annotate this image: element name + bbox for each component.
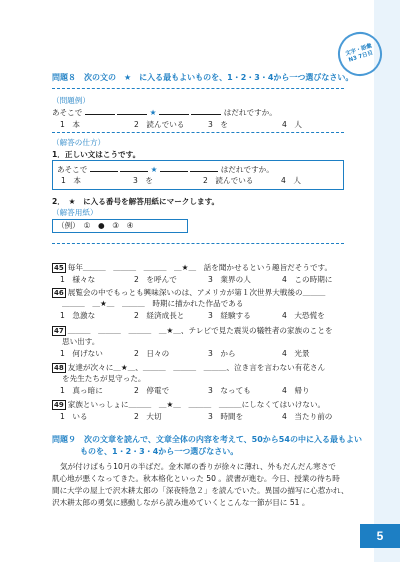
answer-sheet-example: （例） ① ● ③ ④ (52, 219, 188, 233)
q8-title: 問題８ 次の文の ★ に入る最もよいものを、1・2・3・4から一つ選びなさい。 (52, 73, 354, 82)
step-1: 1．正しい文はこうです。 (52, 150, 141, 159)
option: 1 いる (60, 412, 88, 421)
example-sentence: あそこで ★ はだれですか。 (52, 108, 277, 117)
stamp-text: 文字・語彙 N3 7日目 (344, 43, 374, 64)
option: 1 真っ暗に (60, 386, 103, 395)
passage-line: 気が付けばもう10月の半ばだ。金木犀の香りが徐々に薄れ、外もだんだん寒さで (60, 462, 336, 471)
example-option: 1 本 (60, 120, 81, 129)
q9-title-line2: ものを、1・2・3・4から一つ選びなさい。 (80, 447, 239, 456)
answer-option: 1 本 (61, 176, 82, 185)
question-47-line2: 思い出す。 (62, 337, 100, 346)
option: 4 帰り (282, 386, 310, 395)
option: 4 この時期に (282, 275, 333, 284)
star-mark: ★ (149, 108, 157, 117)
step-2: 2． ★ に入る番号を解答用紙にマークします。 (52, 197, 220, 206)
question-46: 46 展覧会の中でもっとも興味深いのは、アメリカが第１次世界大戦後の＿＿＿ (54, 288, 326, 297)
sheet-label: （解答用紙） (52, 208, 98, 217)
option: 3 経験する (208, 311, 251, 320)
q9-title-line1: 問題９ 次の文章を読んで、文章全体の内容を考えて、50から54の中に入る最もよい (52, 435, 362, 444)
howto-label: （解答の仕方） (52, 138, 106, 147)
question-46-line2: ＿＿＿ ＿★＿ ＿＿＿ 時期に描かれた作品である (62, 299, 244, 308)
passage-line: 肌心地が悪くなってきた。秋本格化といった 50 。読書が進む。今日、授業の待ち時 (52, 474, 340, 483)
option: 4 大恐慌を (282, 311, 325, 320)
question-48: 48 友達が次々に＿★＿、＿＿＿ ＿＿＿ ＿＿＿、泣き言を言わない有花さん (54, 363, 326, 372)
page-number: 5 (360, 524, 400, 548)
divider (52, 132, 344, 133)
answer-option: 2 読んでいる (203, 176, 254, 185)
question-45: 45 毎年＿＿＿ ＿＿＿ ＿＿＿ ＿★＿ 話を聞かせるという趣旨だそうです。 (54, 263, 333, 272)
example-label: （問題例） (52, 96, 90, 105)
option: 2 を呼んで (134, 275, 177, 284)
option: 1 何げない (60, 349, 103, 358)
option: 2 大切 (134, 412, 162, 421)
option: 2 停電で (134, 386, 170, 395)
option: 3 から (208, 349, 236, 358)
passage-line: 沢木耕太郎の勇気に感動しながら読み進めていくとこんな一節が目に 51 。 (52, 498, 310, 507)
question-49: 49 家族といっしょに＿＿＿ ＿★＿ ＿＿＿ ＿＿＿にしなくてはいけない。 (54, 400, 326, 409)
example-option: 2 読んでいる (134, 120, 185, 129)
answer-option: 3 を (133, 176, 154, 185)
page-side-band (374, 0, 400, 562)
passage-line: 間に大学の屋上で沢木耕太郎の「深夜特急２」を読んでいた。異国の描写に心惹かれ、 (52, 486, 349, 495)
option: 4 当たり前の (282, 412, 333, 421)
option: 1 様々な (60, 275, 96, 284)
option: 3 なっても (208, 386, 251, 395)
divider (52, 88, 344, 89)
example-option: 3 を (208, 120, 229, 129)
question-48-line2: を先生たちが見守った。 (62, 374, 146, 383)
answer-box: あそこで ★ はだれですか。 1 本 3 を 2 読んでいる 4 人 (52, 160, 344, 190)
option: 1 急激な (60, 311, 96, 320)
option: 3 時間を (208, 412, 244, 421)
option: 2 日々の (134, 349, 170, 358)
answer-option: 4 人 (281, 176, 302, 185)
divider (52, 243, 344, 244)
example-option: 4 人 (282, 120, 303, 129)
option: 2 経済成長と (134, 311, 185, 320)
option: 4 光景 (282, 349, 310, 358)
option: 3 業界の人 (208, 275, 251, 284)
question-47: 47 ＿＿＿ ＿＿＿ ＿＿＿ ＿★＿、テレビで見た震災の犠牲者の家族のことを (54, 326, 333, 335)
